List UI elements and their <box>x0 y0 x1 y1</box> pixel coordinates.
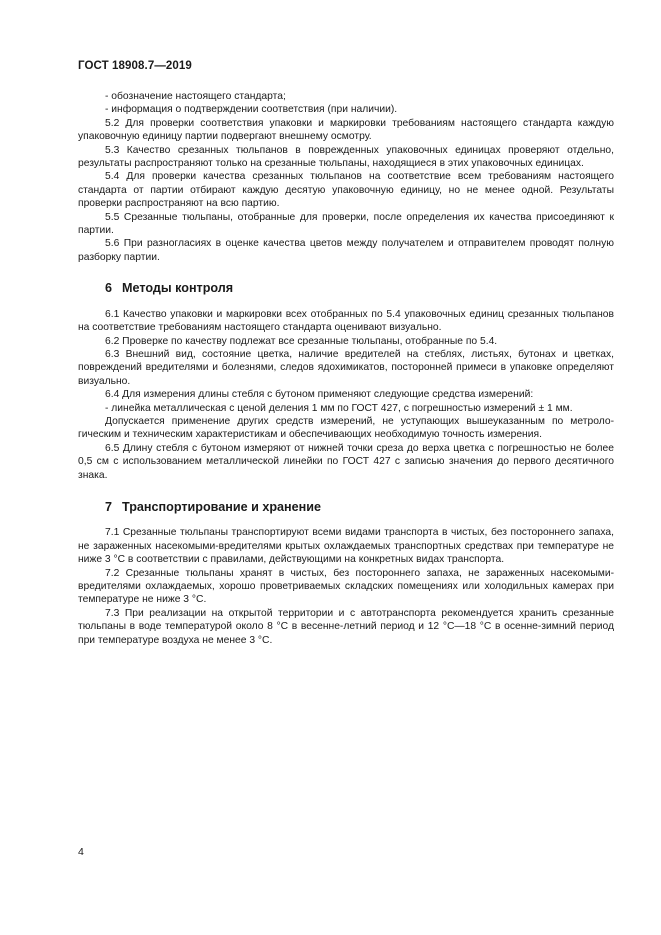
paragraph-7-3: 7.3 При реализации на открытой территории и с автотранспорта рекомендуется хранить срезанные тюльпаны в воде температурой около 8 °С в весенне-летний период и 12 °С—18 °С в осенне-зимний период при температуре воздуха не менее 3 °С. <box>78 607 614 646</box>
document-header: ГОСТ 18908.7—2019 <box>78 60 192 72</box>
list-item: - линейка металлическая с ценой деления 1 мм по ГОСТ 427, с погрешностью измерений ± 1 мм. <box>105 402 573 414</box>
paragraph-6-5: 6.5 Длину стебля с бутоном измеряют от нижней точки среза до верха цветка с погрешностью не более 0,5 см с использованием металлической линейки по ГОСТ 427 с записью значения до первого десятичного знака. <box>78 442 614 481</box>
section-6-heading <box>78 282 614 295</box>
paragraph-5-4: 5.4 Для проверки качества срезанных тюльпанов на соответствие всем требованиям настоящего стандарта от партии отбирают каждую десятую упаковочную единицу, но не менее одной. Результаты проверки распространяют на всю партию. <box>78 171 614 210</box>
section-title: Методы контроля <box>122 281 234 296</box>
paragraph-6-3: 6.3 Внешний вид, состояние цветка, наличие вредителей на стеблях, листьях, бутонах и цветках, повреждений вредителями и болезнями, следов ядохимикатов, посторонней примеси в упаковке определяют визуально. <box>78 348 614 387</box>
list-item: - информация о подтверждении соответствия (при наличии). <box>105 104 398 116</box>
paragraph-5-5: 5.5 Срезанные тюльпаны, отобранные для проверки, после определения их качества присоединяют к партии. <box>78 211 614 237</box>
document-body <box>78 90 614 647</box>
paragraph-6-4-note: Допускается применение других средств измерений, не уступающих вышеуказанным по метрологическим и техническим характеристикам и обеспечивающих необходимую точность измерения. <box>78 415 614 441</box>
list-item: - обозначение настоящего стандарта; <box>105 91 286 102</box>
paragraph-7-1: 7.1 Срезанные тюльпаны транспортируют всеми видами транспорта в чистых, без постороннего запаха, не зараженных насекомыми-вредителями крытых охлаждаемых транспортных средствах при температуре не ниже 3 °С в соответствии с правилами, действующими на конкретных видах транспорта. <box>78 527 614 566</box>
paragraph-6-4: 6.4 Для измерения длины стебля с бутоном применяют следующие средства измерений: <box>105 389 534 401</box>
paragraph-6-2: 6.2 Проверке по качеству подлежат все срезанные тюльпаны, отобранные по 5.4. <box>105 335 498 347</box>
page-number: 4 <box>78 846 84 858</box>
paragraph-5-6: 5.6 При разногласиях в оценке качества цветов между получателем и отправителем проводят полную разборку партии. <box>78 238 614 263</box>
section-7-heading <box>78 501 614 514</box>
paragraph-7-2: 7.2 Срезанные тюльпаны хранят в чистых, без постороннего запаха, не зараженных насекомыми-вредителями охлаждаемых, хорошо проветриваемых складских помещениях или холодильных камерах при температуре не ниже 3 °С. <box>78 567 614 606</box>
paragraph-6-1: 6.1 Качество упаковки и маркировки всех отобранных по 5.4 упаковочных единиц срезанных тюльпанов на соответствие требованиям настоящего стандарта оценивают визуально. <box>78 308 614 334</box>
paragraph-5-2: 5.2 Для проверки соответствия упаковки и маркировки требованиям настоящего стандарта каждую упаковочную единицу партии подвергают внешнему осмотру. <box>78 117 614 143</box>
section-number: 7 <box>105 499 113 514</box>
section-number: 6 <box>105 281 113 296</box>
paragraph-5-3: 5.3 Качество срезанных тюльпанов в поврежденных упаковочных единицах проверяют отдельно, результаты распространяют только на срезанные тюльпаны, находящиеся в этих упаковочных единицах. <box>78 144 614 170</box>
section-title: Транспортирование и хранение <box>122 499 321 514</box>
